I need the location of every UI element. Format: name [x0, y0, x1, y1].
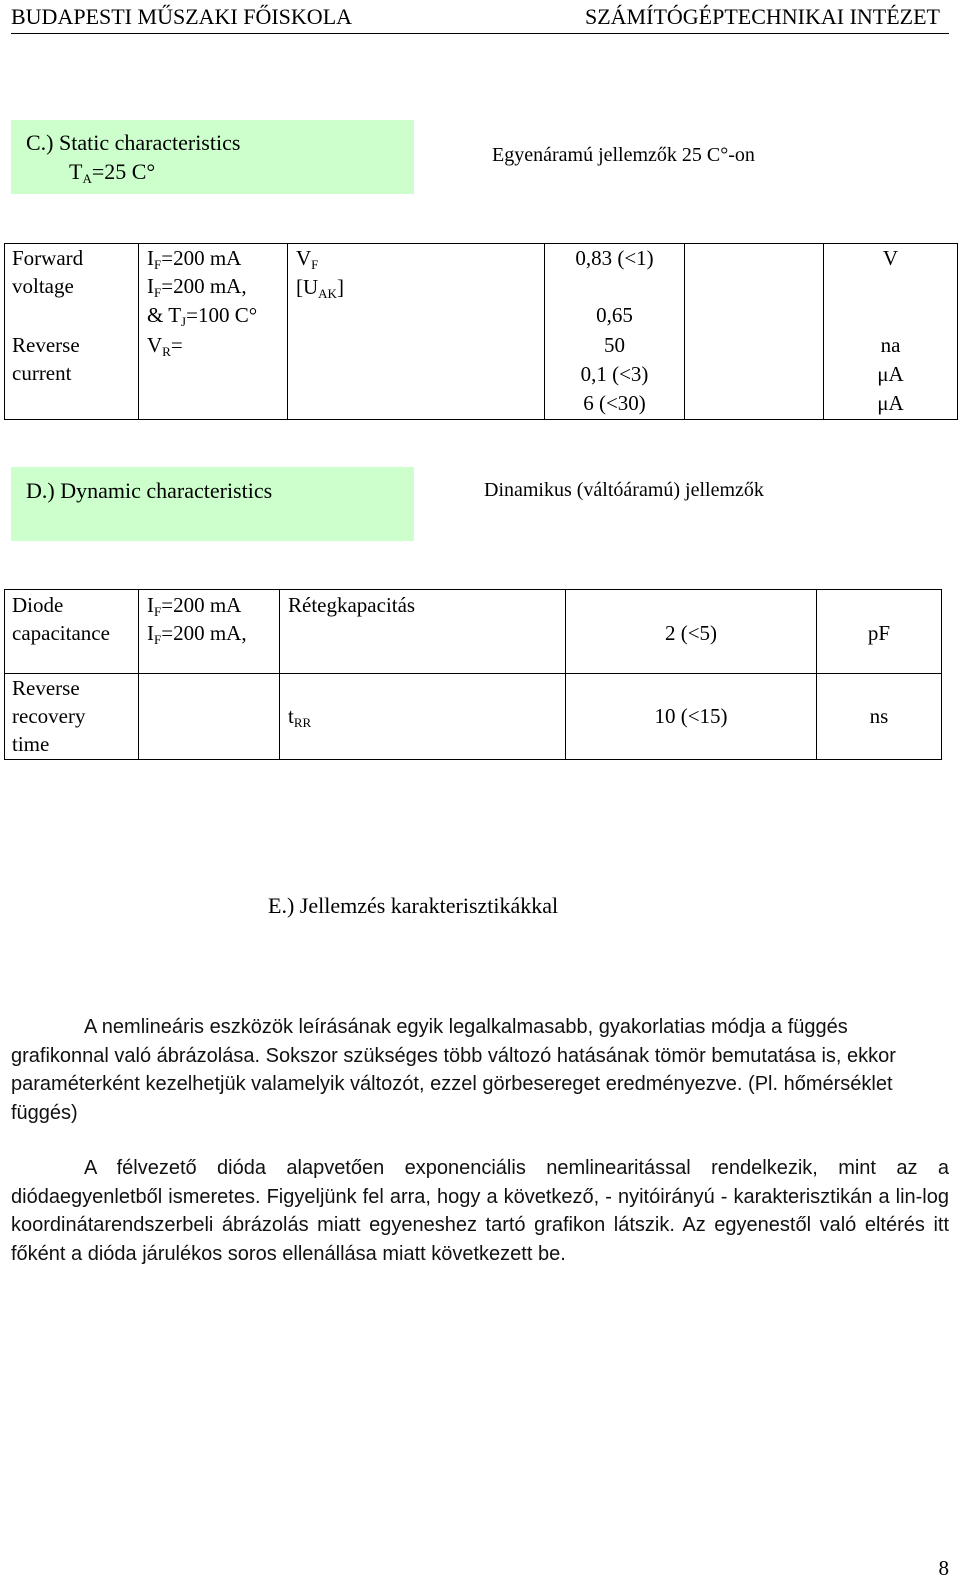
header-institution: BUDAPESTI MŰSZAKI FŐISKOLA — [11, 4, 353, 29]
section-d-subtitle: Dinamikus (váltóáramú) jellemzők — [484, 479, 764, 501]
recovery-label-cell — [5, 674, 138, 759]
capacitance-label-cell — [5, 590, 138, 673]
section-d-title: D.) Dynamic characteristics — [26, 478, 273, 503]
reverse-current-label-1: Reverse — [12, 333, 80, 357]
header-department: SZÁMÍTÓGÉPTECHNIKAI INTÉZET — [585, 4, 940, 29]
recovery-unit-cell — [817, 674, 941, 759]
recovery-value: 10 (<15) — [654, 704, 728, 728]
paragraph-nonlinear-text: A nemlineáris eszközök leírásának egyik legalkalmasabb, gyakorlatias módja a függés grafikonnal való ábrázolása. Sokszor szükséges több változó hatásának tömör bemutatása is, ekkor paraméterként kezelhetjük valamelyik változót, ezzel görbesereget eredményezve. (Pl. hőmérséklet függés) — [11, 1016, 896, 1124]
capacitance-value-cell — [566, 590, 816, 673]
unit-ua-1: μA — [877, 362, 904, 386]
section-c-temperature: $T_A=25$ C° — [69, 159, 156, 186]
recovery-condition-cell — [139, 674, 279, 759]
unit-ua-2: μA — [877, 391, 904, 415]
condition-if-200ma: $I_F=200$ mA — [147, 246, 242, 272]
capacitance-condition-1: $I_F=200$ mA — [147, 593, 242, 619]
condition-tj-100c: & $T_J=100$ C° — [147, 303, 258, 329]
capacitance-symbol-cell — [280, 590, 565, 673]
header-rule — [11, 33, 949, 34]
capacitance-unit: pF — [867, 621, 891, 645]
capacitance-unit-cell — [817, 590, 941, 673]
static-value-cell — [545, 244, 684, 419]
diode-capacitance-label-2: capacitance — [12, 621, 110, 645]
value-ir-1: 50 — [604, 333, 625, 357]
value-vf-100c: 0,65 — [596, 303, 633, 327]
page-number: 8 — [938, 1556, 949, 1580]
capacitance-symbol: Rétegkapacitás — [288, 593, 416, 617]
paragraph-diode-text: A félvezető dióda alapvetően exponenciális nemlinearitással rendelkezik, mint az a diódaegyenletből ismeretes. Figyeljünk fel arra, hogy a következő, - nyitóirányú - karakterisztikán a lin-log koordinátarendszerbeli ábrázolás miatt egyeneshez tartó grafikon látszik. Az egyenestől való eltérés itt főként a dióda járulékos soros ellenállása miatt következett be. — [11, 1157, 949, 1265]
dynamic-characteristics-table — [4, 589, 942, 760]
capacitance-condition-cell — [139, 590, 279, 673]
reverse-recovery-label-1: Reverse — [12, 676, 80, 700]
capacitance-condition-2: $I_F=200$ mA, — [147, 621, 247, 647]
section-e-title: E.) Jellemzés karakterisztikákkal — [268, 893, 559, 918]
static-characteristics-table — [4, 243, 958, 420]
symbol-vf: $V_F$ — [296, 246, 319, 272]
condition-vr: $V_R=$ — [147, 333, 183, 359]
value-vf-25c: 0,83 (<1) — [575, 246, 654, 270]
paragraph-diode-exponential — [11, 1154, 949, 1268]
paragraph-nonlinear-devices — [11, 1013, 949, 1127]
recovery-unit: ns — [869, 704, 889, 728]
section-c-title: C.) Static characteristics — [26, 130, 241, 155]
condition-if-200ma-hot: $I_F=200$ mA, — [147, 274, 247, 300]
static-condition-cell — [139, 244, 287, 419]
forward-voltage-label-1: Forward — [12, 246, 84, 270]
static-unit-spacer-cell — [685, 244, 823, 419]
unit-na: na — [880, 333, 901, 357]
diode-capacitance-label-1: Diode — [12, 593, 64, 617]
static-symbol-cell — [288, 244, 544, 419]
value-ir-3: 6 (<30) — [583, 391, 646, 415]
section-c-subtitle: Egyenáramú jellemzők 25 C°-on — [492, 144, 755, 166]
capacitance-value: 2 (<5) — [664, 621, 718, 645]
value-ir-2: 0,1 (<3) — [580, 362, 649, 386]
reverse-current-label-2: current — [12, 361, 72, 385]
static-label-cell — [5, 244, 138, 419]
forward-voltage-label-2: voltage — [12, 274, 74, 298]
symbol-uak: $[U_{AK}]$ — [296, 275, 344, 301]
recovery-symbol-trr: $t_{RR}$ — [288, 704, 312, 730]
unit-volt: V — [882, 246, 899, 270]
recovery-value-cell — [566, 674, 816, 759]
recovery-symbol-cell — [280, 674, 565, 759]
reverse-recovery-label-3: time — [12, 732, 50, 756]
static-unit-cell — [824, 244, 957, 419]
reverse-recovery-label-2: recovery — [12, 704, 86, 728]
